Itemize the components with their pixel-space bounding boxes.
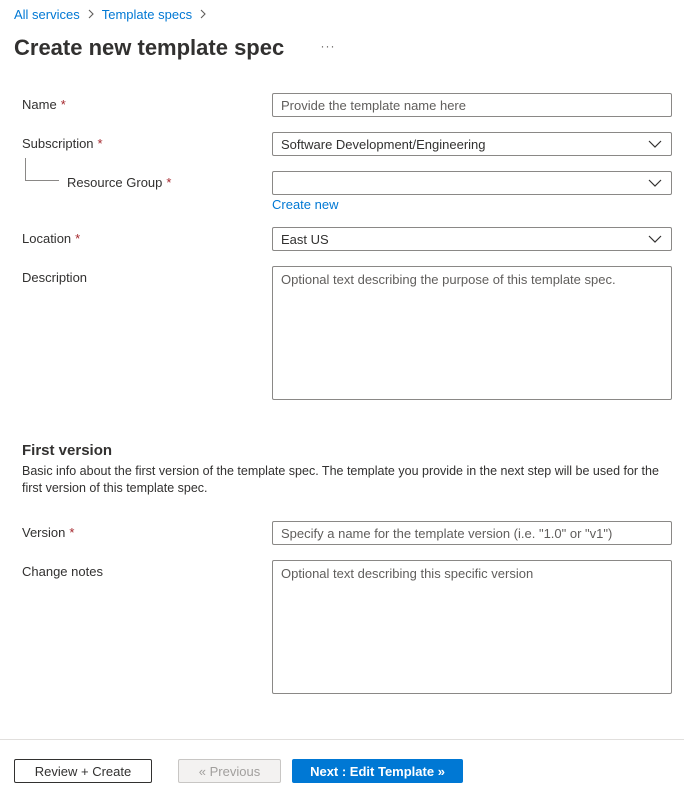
required-marker: * <box>75 231 81 246</box>
name-label <box>22 97 66 113</box>
tree-connector-icon <box>25 158 59 182</box>
breadcrumb <box>14 5 214 23</box>
version-input[interactable] <box>272 521 672 545</box>
description-label: Description <box>22 270 88 285</box>
change-notes-label: Change notes <box>22 564 103 579</box>
resource-group-label <box>67 175 171 191</box>
page-title: Create new template spec <box>14 35 285 60</box>
required-marker: * <box>97 136 103 151</box>
create-new-resource-group-link[interactable]: Create new <box>272 197 339 212</box>
breadcrumb-all-services[interactable]: All services <box>14 6 80 22</box>
ellipsis-icon: ··· <box>320 39 336 53</box>
location-label <box>22 231 80 247</box>
next-edit-template-button[interactable]: Next : Edit Template » <box>292 759 463 783</box>
resource-group-label-text: Resource Group <box>67 175 163 190</box>
chevron-down-icon <box>647 175 663 191</box>
change-notes-textarea[interactable] <box>272 560 672 694</box>
required-marker: * <box>69 525 75 540</box>
chevron-down-icon <box>647 231 663 247</box>
first-version-description: Basic info about the first version of the template spec. The template you provide in the next step will be used for the first version of this template spec. <box>22 464 659 495</box>
resource-group-dropdown[interactable] <box>272 171 672 195</box>
subscription-label-text: Subscription <box>22 136 94 151</box>
location-value: East US <box>281 231 329 247</box>
chevron-right-icon <box>192 9 214 19</box>
name-input[interactable] <box>272 93 672 117</box>
more-options-button[interactable] <box>318 36 338 56</box>
required-marker: * <box>60 97 66 112</box>
version-label <box>22 525 74 541</box>
location-dropdown[interactable] <box>272 227 672 251</box>
location-label-text: Location <box>22 231 72 246</box>
required-marker: * <box>166 175 172 190</box>
subscription-label <box>22 136 103 152</box>
chevron-down-icon <box>647 136 663 152</box>
version-label-text: Version <box>22 525 66 540</box>
review-create-button[interactable]: Review + Create <box>14 759 152 783</box>
breadcrumb-template-specs[interactable]: Template specs <box>101 6 193 22</box>
previous-button[interactable]: « Previous <box>178 759 281 783</box>
subscription-value: Software Development/Engineering <box>281 136 486 152</box>
subscription-dropdown[interactable] <box>272 132 672 156</box>
description-textarea[interactable] <box>272 266 672 400</box>
footer-divider <box>0 739 684 740</box>
name-label-text: Name <box>22 97 57 112</box>
first-version-heading: First version <box>22 442 113 459</box>
chevron-right-icon <box>80 9 102 19</box>
